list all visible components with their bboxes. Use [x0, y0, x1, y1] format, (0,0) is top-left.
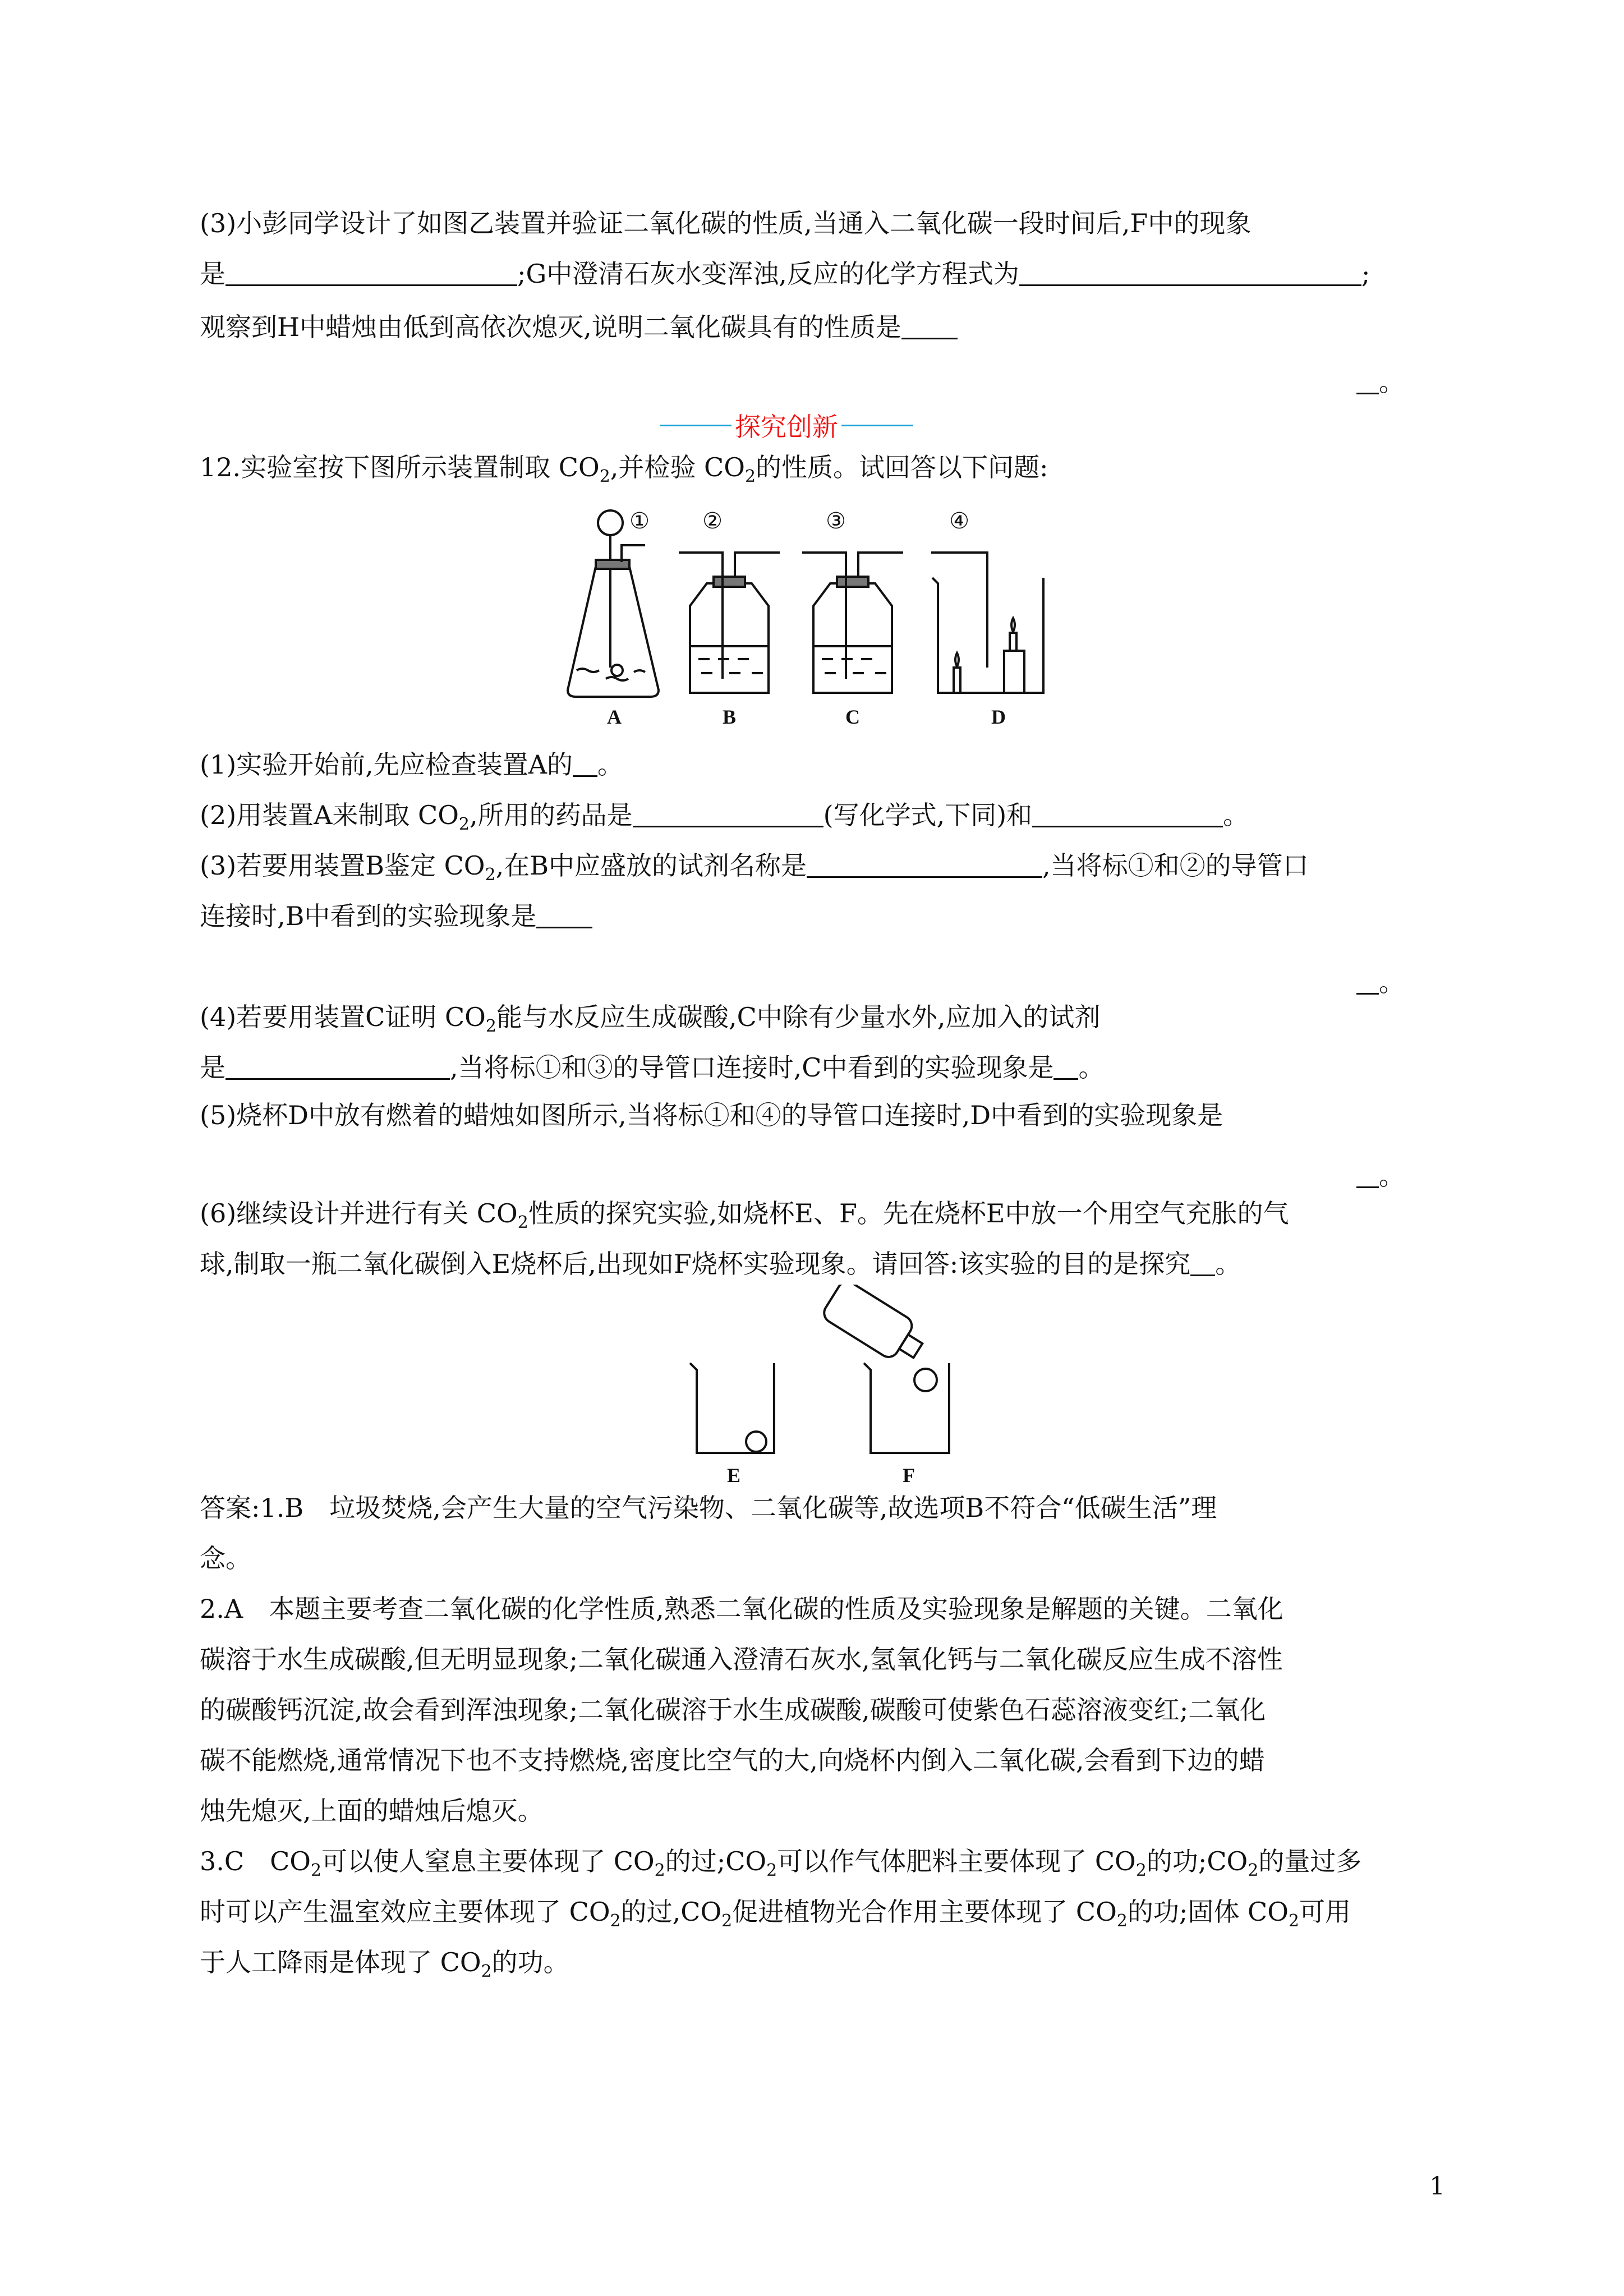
subscript: 2 — [654, 1861, 665, 1880]
text: (2)用装置A来制取 CO — [200, 800, 459, 830]
tube-d — [931, 553, 987, 668]
subscript: 2 — [721, 1911, 733, 1931]
label-a: A — [607, 706, 622, 728]
text: 的性质。试回答以下问题: — [756, 452, 1048, 482]
q11-part3-line3 — [200, 314, 958, 340]
answer-blank[interactable] — [807, 854, 1042, 878]
text: 性质的探究实验,如烧杯E、F。先在烧杯E中放一个用空气充胀的气 — [528, 1198, 1289, 1228]
text: (写化学式,下同)和 — [823, 800, 1033, 830]
subscript: 2 — [458, 815, 470, 834]
liquid-waves-c — [822, 659, 886, 673]
text: ,在B中应盛放的试剂名称是 — [495, 850, 807, 881]
answer-2-line2: 碳溶于水生成碳酸,但无明显现象;二氧化碳通入澄清石灰水,氢氧化钙与二氧化碳反应生成不溶性 — [200, 1644, 1283, 1674]
heading-rule-right — [841, 425, 913, 426]
answer-1-line2: 念。 — [200, 1543, 251, 1573]
answer-2-line3: 的碳酸钙沉淀,故会看到浑浊现象;二氧化碳溶于水生成碳酸,碳酸可使紫色石蕊溶液变红;二氧化 — [200, 1695, 1266, 1725]
balloon-e — [746, 1432, 766, 1452]
gas-bottle — [820, 1285, 930, 1370]
text: 的功;CO — [1146, 1846, 1248, 1876]
answer-2-line4: 碳不能燃烧,通常情况下也不支持燃烧,密度比空气的大,向烧杯内倒入二氧化碳,会看到下边的蜡 — [200, 1745, 1265, 1775]
answer-2-line5: 烛先熄灭,上面的蜡烛后熄灭。 — [200, 1796, 544, 1826]
q11-line-end — [1356, 362, 1405, 399]
funnel-bulb — [598, 510, 623, 535]
q11-part3-line2 — [200, 261, 1370, 287]
text: 是 — [200, 259, 226, 289]
port-label-4: ④ — [949, 508, 969, 533]
stopper-b — [714, 577, 745, 587]
q11-part3-line1: (3)小彭同学设计了如图乙装置并验证二氧化碳的性质,当通入二氧化碳一段时间后,F中的现象 — [200, 208, 1252, 238]
answer-blank[interactable] — [536, 904, 592, 928]
balloon-f — [914, 1369, 937, 1391]
label-c: C — [845, 706, 860, 728]
text: 促进植物光合作用主要体现了 CO — [732, 1897, 1117, 1927]
answer-1-line1: 答案:1.B 垃圾焚烧,会产生大量的空气污染物、二氧化碳等,故选项B不符合“低碳生活”理 — [200, 1493, 1217, 1523]
answer-blank[interactable] — [1019, 262, 1361, 286]
label-f: F — [903, 1464, 915, 1487]
flame-high — [1011, 618, 1015, 632]
period: 。 — [597, 749, 624, 780]
solid-lump — [611, 665, 623, 676]
answer-blank[interactable] — [226, 1056, 450, 1080]
text: (1)实验开始前,先应检查装置A的 — [200, 749, 573, 780]
text: 3.C CO — [200, 1846, 311, 1876]
q12-part2 — [200, 802, 1249, 833]
text: (6)继续设计并进行有关 CO — [200, 1198, 518, 1228]
text: 观察到H中蜡烛由低到高依次熄灭,说明二氧化碳具有的性质是 — [200, 312, 901, 342]
candle-stand — [1004, 651, 1024, 693]
subscript: 2 — [1288, 1911, 1299, 1931]
q12-part3-end — [1356, 962, 1405, 999]
text: ,所用的药品是 — [470, 800, 633, 830]
text: 球,制取一瓶二氧化碳倒入E烧杯后,出现如F烧杯实验现象。请回答:该实验的目的是探究 — [200, 1249, 1191, 1279]
answer-blank[interactable] — [1356, 370, 1379, 394]
text: 的过;CO — [665, 1846, 767, 1876]
subscript: 2 — [599, 467, 610, 486]
subscript: 2 — [744, 467, 756, 486]
text: 的功;固体 CO — [1127, 1897, 1289, 1927]
answer-blank[interactable] — [1032, 803, 1223, 827]
period: 。 — [1379, 367, 1405, 397]
flame-low — [955, 653, 959, 666]
text: (3)若要用装置B鉴定 CO — [200, 850, 485, 881]
q12-part4-line2 — [200, 1052, 1105, 1083]
answer-blank[interactable] — [1356, 970, 1379, 995]
answer-3-line3 — [200, 1949, 569, 1980]
text: 时可以产生温室效应主要体现了 CO — [200, 1897, 610, 1927]
period: 。 — [1215, 1249, 1241, 1279]
text: 可用 — [1299, 1897, 1351, 1927]
text: 的量过多 — [1258, 1846, 1362, 1876]
q12-part4-line1 — [200, 1004, 1100, 1035]
port-label-3: ③ — [826, 508, 846, 533]
text: 连接时,B中看到的实验现象是 — [200, 901, 537, 931]
port-label-1: ① — [629, 508, 650, 533]
period: 。 — [1223, 800, 1249, 830]
answer-blank[interactable] — [633, 803, 823, 827]
answer-blank[interactable] — [573, 753, 597, 777]
text: ;G中澄清石灰水变浑浊,反应的化学方程式为 — [517, 259, 1019, 289]
answer-blank[interactable] — [226, 262, 517, 286]
text: ; — [1361, 259, 1370, 289]
label-b: B — [722, 706, 737, 728]
subscript: 2 — [485, 865, 496, 885]
bottle-c — [813, 583, 892, 693]
q12-part3-line1 — [200, 850, 1309, 885]
section-heading — [656, 407, 917, 444]
subscript: 2 — [1248, 1861, 1259, 1880]
label-e: E — [726, 1464, 741, 1487]
answer-blank[interactable] — [1053, 1056, 1078, 1080]
period: 。 — [1379, 967, 1405, 997]
beaker-figure — [662, 1285, 987, 1492]
text: ,当将标①和③的导管口连接时,C中看到的实验现象是 — [450, 1052, 1054, 1083]
text: 12.实验室按下图所示装置制取 CO — [200, 452, 600, 482]
bottle-b — [690, 583, 769, 693]
period: 。 — [1379, 1161, 1405, 1191]
candle-low — [954, 668, 960, 693]
candle-high — [1010, 633, 1016, 651]
subscript: 2 — [610, 1911, 621, 1931]
text: 于人工降雨是体现了 CO — [200, 1947, 481, 1977]
answer-blank[interactable] — [901, 315, 958, 339]
text: (4)若要用装置C证明 CO — [200, 1002, 486, 1032]
subscript: 2 — [1135, 1861, 1147, 1880]
text: ,并检验 CO — [610, 452, 745, 482]
subscript: 2 — [517, 1213, 528, 1232]
subscript: 2 — [1116, 1911, 1128, 1931]
answer-3-line1 — [200, 1848, 1361, 1879]
section-title: 探究创新 — [735, 412, 838, 442]
text: 可以作气体肥料主要体现了 CO — [777, 1846, 1136, 1876]
apparatus-figure — [561, 499, 1066, 735]
text: 能与水反应生成碳酸,C中除有少量水外,应加入的试剂 — [496, 1002, 1101, 1032]
q12-part6-line1 — [200, 1200, 1289, 1231]
stopper — [596, 560, 629, 569]
subscript: 2 — [766, 1861, 778, 1880]
subscript: 2 — [485, 1016, 496, 1036]
text: 可以使人窒息主要体现了 CO — [321, 1846, 655, 1876]
answer-3-line2 — [200, 1899, 1351, 1930]
q12-part6-line2 — [200, 1251, 1241, 1277]
q12-part1 — [200, 749, 624, 780]
answer-blank[interactable] — [1356, 1164, 1379, 1188]
label-d: D — [991, 706, 1006, 728]
q12-stem — [200, 454, 1048, 485]
q12-part3-line2 — [200, 903, 592, 929]
subscript: 2 — [311, 1861, 322, 1880]
stopper-c — [837, 577, 868, 587]
text: ,当将标①和②的导管口 — [1042, 850, 1309, 881]
beaker-e — [690, 1363, 774, 1453]
page-number: 1 — [1429, 2172, 1445, 2201]
subscript: 2 — [481, 1962, 492, 1981]
port-label-2: ② — [702, 508, 723, 533]
answer-2-line1: 2.A 本题主要考查二氧化碳的化学性质,熟悉二氧化碳的性质及实验现象是解题的关键。二氧化 — [200, 1594, 1283, 1624]
answer-blank[interactable] — [1190, 1252, 1215, 1276]
text: 是 — [200, 1052, 226, 1083]
liquid-waves-b — [698, 659, 763, 673]
text: 的过,CO — [620, 1897, 722, 1927]
text: 的功。 — [491, 1947, 569, 1977]
q12-part5-end — [1356, 1156, 1405, 1193]
heading-rule-left — [660, 425, 732, 426]
q12-part5: (5)烧杯D中放有燃着的蜡烛如图所示,当将标①和④的导管口连接时,D中看到的实验现象是 — [200, 1100, 1223, 1130]
period: 。 — [1078, 1052, 1105, 1083]
